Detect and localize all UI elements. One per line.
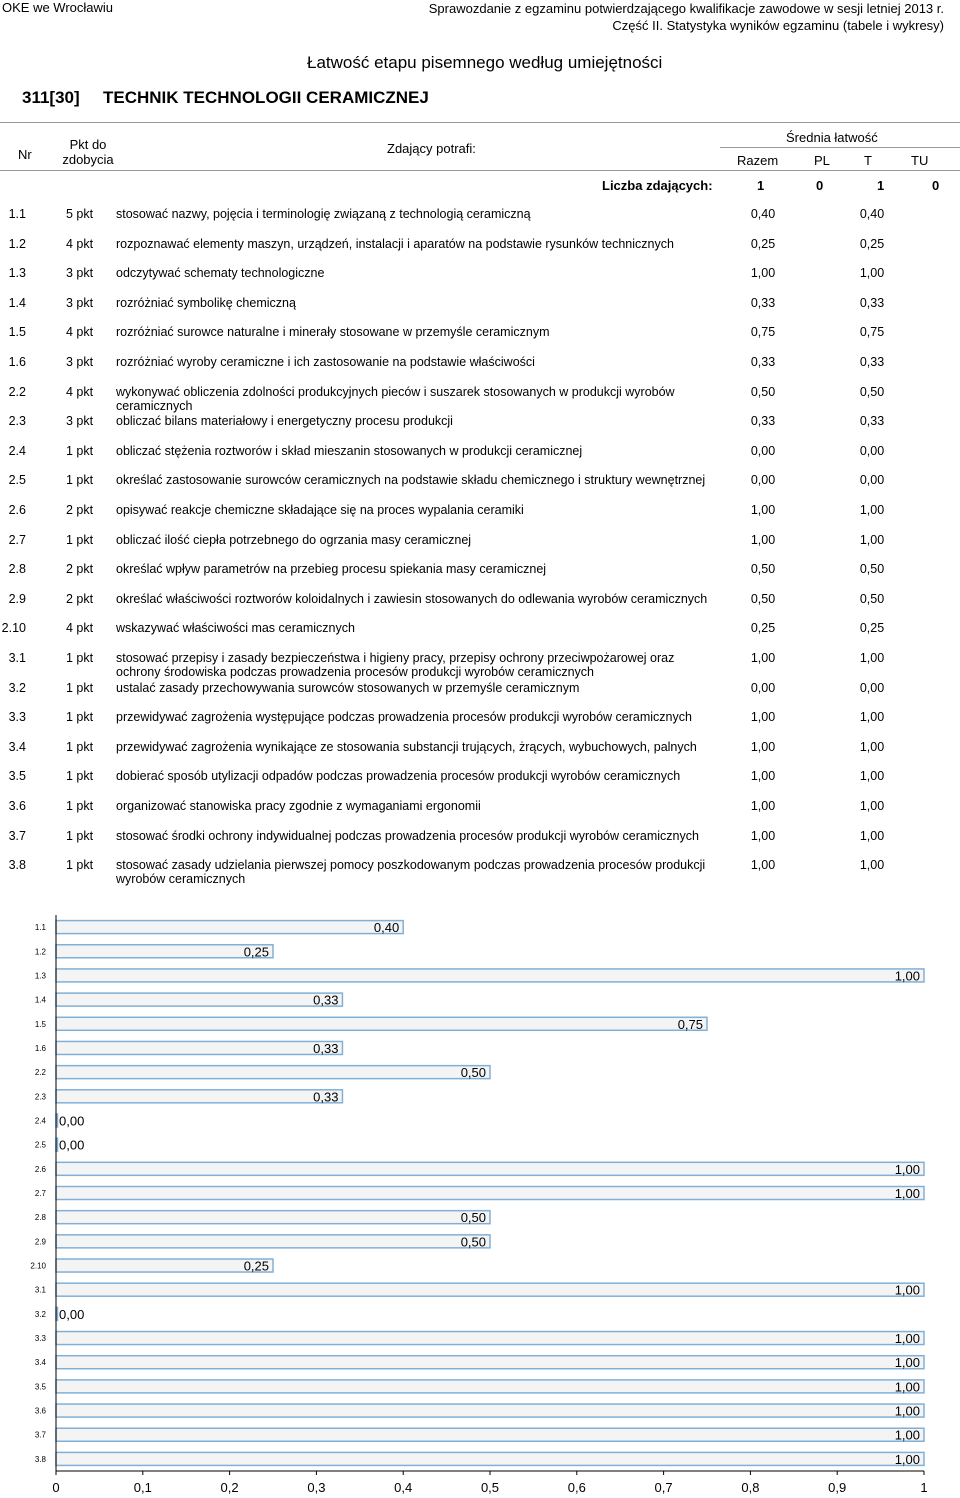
- table-row: [0, 533, 960, 563]
- row-nr: 3.3: [8, 710, 26, 725]
- row-razem: 0,50: [750, 591, 776, 606]
- row-razem: 0,50: [750, 384, 776, 399]
- row-nr: 1.5: [8, 325, 26, 340]
- category-label-1.1: 1.1: [34, 923, 46, 933]
- row-points: 5 pkt: [66, 207, 94, 221]
- row-nr: 2.2: [8, 384, 26, 399]
- bar-2.9: [56, 1235, 490, 1248]
- category-label-3.6: 3.6: [34, 1406, 46, 1416]
- data-label-2.3: 0,33: [313, 1089, 339, 1105]
- row-description: obliczać ilość ciepła potrzebnego do ogrzania masy ceramicznej: [116, 532, 472, 547]
- row-points: 1 pkt: [66, 769, 94, 784]
- row-description: wykonywać obliczenia zdolności produkcyjnych pieców i suszarek stosowanych w produkcji wyrobów ceramicznych: [116, 384, 675, 413]
- row-t: 0,25: [859, 621, 885, 636]
- row-nr: 2.8: [8, 562, 26, 577]
- bar-1.5: [56, 1017, 707, 1030]
- row-nr: 1.1: [8, 207, 26, 221]
- col-pkt-header: [60, 137, 116, 167]
- data-label-3.1: 1,00: [894, 1282, 920, 1298]
- row-points: 1 pkt: [66, 532, 94, 547]
- category-label-3.1: 3.1: [34, 1285, 46, 1295]
- data-label-2.2: 0,50: [460, 1065, 486, 1081]
- row-t: 1,00: [859, 266, 885, 281]
- row-razem: 0,33: [750, 414, 776, 429]
- row-razem: 1,00: [750, 503, 776, 517]
- table-row: [0, 681, 960, 711]
- header-institution: OKE we Wrocławiu: [2, 0, 114, 15]
- x-tick-label: 1: [920, 1480, 928, 1495]
- row-description: obliczać stężenia roztworów i skład mieszanin stosowanych w produkcji ceramicznej: [116, 443, 583, 458]
- x-tick-label: 0,7: [654, 1480, 673, 1495]
- bar-1.2: [56, 945, 273, 958]
- table-row: [0, 769, 960, 799]
- x-tick-label: 0,3: [307, 1480, 326, 1495]
- row-description: wskazywać właściwości mas ceramicznych: [116, 621, 355, 636]
- table-row: [0, 207, 960, 237]
- row-t: 0,75: [859, 325, 885, 340]
- row-points: 2 pkt: [66, 591, 94, 606]
- row-t: 0,33: [859, 414, 885, 429]
- header-report-title: Sprawozdanie z egzaminu potwierdzającego kwalifikacje zawodowe w sesji letniej 2013 r.: [428, 1, 944, 16]
- bar-2.7: [56, 1187, 924, 1200]
- bar-1.1: [56, 921, 403, 934]
- row-nr: 2.9: [8, 591, 26, 606]
- col-tu-header: TU: [911, 153, 929, 168]
- row-razem: 0,00: [750, 443, 776, 458]
- row-nr: 3.2: [8, 680, 26, 695]
- row-points: 4 pkt: [66, 384, 94, 399]
- row-t: 0,25: [859, 236, 885, 251]
- data-label-2.6: 1,00: [894, 1161, 920, 1177]
- data-label-3.6: 1,00: [894, 1403, 920, 1419]
- bar-1.3: [56, 969, 924, 982]
- data-label-1.6: 0,33: [313, 1040, 339, 1056]
- row-t: 0,33: [859, 355, 885, 369]
- table-row: [0, 296, 960, 326]
- data-label-3.8: 1,00: [894, 1451, 920, 1467]
- data-label-1.4: 0,33: [313, 992, 339, 1008]
- row-points: 3 pkt: [66, 355, 94, 369]
- qualification-code: 311[30]: [22, 88, 80, 107]
- row-nr: 3.4: [8, 739, 26, 754]
- bar-2.10: [56, 1259, 273, 1272]
- row-points: 2 pkt: [66, 503, 94, 517]
- data-label-3.4: 1,00: [894, 1355, 920, 1371]
- category-label-3.2: 3.2: [34, 1309, 46, 1319]
- bar-3.1: [56, 1283, 924, 1296]
- row-razem: 0,25: [750, 236, 776, 251]
- table-row: [0, 444, 960, 474]
- category-label-1.6: 1.6: [34, 1043, 46, 1053]
- category-label-2.4: 2.4: [34, 1116, 46, 1126]
- row-t: 1,00: [859, 651, 885, 665]
- row-t: 0,00: [859, 473, 885, 488]
- row-description: rozróżniać symbolikę chemiczną: [116, 295, 296, 310]
- easiness-bar-chart: [0, 910, 960, 1498]
- row-razem: 0,50: [750, 562, 776, 577]
- row-description: przewidywać zagrożenia występujące podczas prowadzenia procesów produkcji wyrobów ceramicznych: [116, 710, 692, 725]
- row-description: opisywać reakcje chemiczne składające się na proces wypalania ceramiki: [116, 503, 524, 517]
- header-rule-top: [0, 122, 960, 123]
- data-label-2.10: 0,25: [243, 1258, 269, 1274]
- table-row: [0, 592, 960, 622]
- data-label-3.2: 0,00: [59, 1306, 85, 1322]
- bar-3.6: [56, 1404, 924, 1417]
- row-description: określać właściwości roztworów koloidalnych i zawiesin stosowanych do odlewania wyrobów ceramicznych: [116, 591, 708, 606]
- header-rule-srednia: [720, 147, 960, 148]
- row-razem: 1,00: [750, 710, 776, 725]
- row-razem: 1,00: [750, 532, 776, 547]
- row-razem: 0,75: [750, 325, 776, 340]
- row-description: organizować stanowiska pracy zgodnie z wymaganiami ergonomii: [116, 799, 481, 813]
- header-report-info: [429, 0, 944, 34]
- col-srednia-header: Średnia łatwość: [786, 130, 878, 145]
- row-points: 1 pkt: [66, 473, 94, 488]
- category-label-3.3: 3.3: [34, 1334, 46, 1344]
- col-pl-header: PL: [814, 153, 830, 168]
- row-t: 0,50: [859, 562, 885, 577]
- row-nr: 3.7: [8, 828, 26, 843]
- row-points: 1 pkt: [66, 651, 94, 665]
- row-points: 3 pkt: [66, 414, 94, 429]
- row-nr: 2.6: [8, 503, 26, 517]
- row-nr: 1.4: [8, 295, 26, 310]
- table-row: [0, 414, 960, 444]
- row-nr: 2.7: [8, 532, 26, 547]
- col-nr-header: Nr: [18, 147, 32, 162]
- data-label-2.9: 0,50: [460, 1234, 486, 1250]
- table-row: [0, 799, 960, 829]
- row-t: 0,00: [859, 443, 885, 458]
- row-description: stosować środki ochrony indywidualnej podczas prowadzenia procesów produkcji wyrobów ceramicznych: [116, 828, 699, 843]
- bar-2.8: [56, 1211, 490, 1224]
- row-t: 0,50: [859, 591, 885, 606]
- row-description: odczytywać schematy technologiczne: [116, 266, 325, 281]
- row-points: 1 pkt: [66, 443, 94, 458]
- row-t: 0,40: [859, 207, 885, 221]
- category-label-2.3: 2.3: [34, 1092, 46, 1102]
- row-razem: 1,00: [750, 799, 776, 813]
- row-t: 0,00: [859, 680, 885, 695]
- x-tick-label: 0,6: [567, 1480, 586, 1495]
- category-label-2.8: 2.8: [34, 1213, 46, 1223]
- row-points: 4 pkt: [66, 236, 94, 251]
- category-label-2.9: 2.9: [34, 1237, 46, 1247]
- liczba-razem: 1: [757, 178, 765, 193]
- row-description: stosować zasady udzielania pierwszej pomocy poszkodowanym podczas prowadzenia procesów produkcji wyrobów ceramicznych: [116, 858, 706, 887]
- col-pkt-header-line1: Pkt do: [69, 137, 107, 152]
- x-tick-label: 0,5: [480, 1480, 500, 1495]
- row-points: 4 pkt: [66, 621, 94, 636]
- bar-3.7: [56, 1428, 924, 1441]
- table-row: [0, 237, 960, 267]
- category-label-3.4: 3.4: [34, 1358, 46, 1368]
- category-label-3.7: 3.7: [34, 1430, 46, 1440]
- row-nr: 3.5: [8, 769, 26, 784]
- row-description: rozróżniać wyroby ceramiczne i ich zastosowanie na podstawie właściwości: [116, 355, 535, 369]
- row-points: 1 pkt: [66, 739, 94, 754]
- row-description: rozróżniać surowce naturalne i minerały stosowane w przemyśle ceramicznym: [116, 325, 550, 340]
- qualification-name: TECHNIK TECHNOLOGII CERAMICZNEJ: [103, 88, 429, 107]
- col-pkt-header-line2: zdobycia: [62, 152, 114, 167]
- category-label-2.2: 2.2: [34, 1068, 46, 1078]
- row-t: 1,00: [859, 858, 885, 873]
- category-label-1.2: 1.2: [34, 947, 46, 957]
- data-label-1.2: 0,25: [243, 944, 269, 960]
- col-razem-header: Razem: [737, 153, 779, 168]
- bar-3.8: [56, 1452, 924, 1465]
- table-row: [0, 473, 960, 503]
- row-points: 3 pkt: [66, 295, 94, 310]
- row-points: 1 pkt: [66, 858, 94, 873]
- bar-3.3: [56, 1332, 924, 1345]
- row-description: rozpoznawać elementy maszyn, urządzeń, instalacji i aparatów na podstawie rysunków technicznych: [116, 236, 674, 251]
- bar-2.2: [56, 1066, 490, 1079]
- row-nr: 2.5: [8, 473, 26, 488]
- row-nr: 1.2: [8, 236, 26, 251]
- table-row: [0, 503, 960, 533]
- bar-2.6: [56, 1162, 924, 1175]
- row-points: 1 pkt: [66, 680, 94, 695]
- row-points: 1 pkt: [66, 828, 94, 843]
- row-description: określać zastosowanie surowców ceramicznych na podstawie składu chemicznego i struktury wewnętrznej: [116, 473, 706, 488]
- table-row: [0, 325, 960, 355]
- row-t: 0,33: [859, 295, 885, 310]
- row-razem: 0,00: [750, 680, 776, 695]
- data-label-1.5: 0,75: [677, 1016, 703, 1032]
- row-description: przewidywać zagrożenia wynikające ze stosowania substancji trujących, żrących, wybuchowych, palnych: [116, 739, 697, 754]
- row-nr: 1.6: [8, 355, 26, 369]
- data-label-2.7: 1,00: [894, 1186, 920, 1201]
- data-label-3.3: 1,00: [894, 1331, 920, 1347]
- row-nr: 2.10: [1, 621, 26, 636]
- category-label-2.10: 2.10: [30, 1261, 46, 1271]
- table-row: [0, 740, 960, 770]
- page-title: Łatwość etapu pisemnego według umiejętności: [307, 53, 663, 72]
- x-tick-label: 0: [52, 1480, 60, 1495]
- row-razem: 1,00: [750, 858, 776, 873]
- row-t: 1,00: [859, 710, 885, 725]
- data-label-1.1: 0,40: [373, 920, 400, 936]
- row-t: 1,00: [859, 532, 885, 547]
- data-label-2.5: 0,00: [59, 1137, 85, 1153]
- data-label-2.4: 0,00: [59, 1113, 85, 1129]
- row-nr: 3.6: [8, 799, 26, 813]
- row-razem: 1,00: [750, 739, 776, 754]
- header-rule-bottom: [0, 170, 960, 171]
- row-points: 3 pkt: [66, 266, 94, 281]
- row-description: określać wpływ parametrów na przebieg procesu spiekania masy ceramicznej: [116, 562, 547, 577]
- header-report-part: Część II. Statystyka wyników egzaminu (tabele i wykresy): [612, 18, 944, 33]
- x-tick-label: 0,4: [394, 1480, 413, 1495]
- data-label-3.7: 1,00: [894, 1427, 920, 1443]
- category-label-3.5: 3.5: [34, 1382, 46, 1392]
- row-points: 4 pkt: [66, 325, 94, 340]
- row-points: 1 pkt: [66, 710, 94, 725]
- category-label-2.7: 2.7: [34, 1189, 46, 1198]
- data-label-2.8: 0,50: [460, 1210, 486, 1226]
- row-razem: 0,25: [750, 621, 776, 636]
- row-nr: 2.4: [8, 443, 26, 458]
- row-points: 2 pkt: [66, 562, 94, 577]
- table-row: [0, 266, 960, 296]
- row-razem: 1,00: [750, 828, 776, 843]
- bar-1.6: [56, 1041, 342, 1054]
- col-zdajacy-header: Zdający potrafi:: [387, 141, 476, 156]
- category-label-2.5: 2.5: [34, 1140, 46, 1150]
- row-t: 0,50: [859, 384, 885, 399]
- table-row: [0, 385, 960, 415]
- row-razem: 1,00: [750, 769, 776, 784]
- row-description: stosować przepisy i zasady bezpieczeństwa i higieny pracy, przepisy ochrony przeciwpożarowej oraz ochrony środowiska podczas prowadzenia procesów produkcji wyrobów ceramicznych: [116, 651, 675, 679]
- bar-3.4: [56, 1356, 924, 1369]
- table-row: [0, 562, 960, 592]
- liczba-tu: 0: [932, 178, 940, 193]
- data-label-1.3: 1,00: [894, 968, 920, 984]
- row-nr: 2.3: [8, 414, 26, 429]
- row-nr: 1.3: [8, 266, 26, 281]
- category-label-1.4: 1.4: [34, 995, 46, 1005]
- x-tick-label: 0,2: [220, 1480, 239, 1495]
- category-label-1.5: 1.5: [34, 1019, 46, 1029]
- data-label-3.5: 1,00: [894, 1379, 920, 1395]
- row-description: dobierać sposób utylizacji odpadów podczas prowadzenia procesów produkcji wyrobów ceramicznych: [116, 769, 681, 784]
- table-row: [0, 858, 960, 888]
- row-razem: 0,33: [750, 295, 776, 310]
- row-nr: 3.8: [8, 858, 26, 873]
- row-razem: 0,33: [750, 355, 776, 369]
- table-row: [0, 621, 960, 651]
- table-row: [0, 355, 960, 385]
- row-description: stosować nazwy, pojęcia i terminologię związaną z technologią ceramiczną: [116, 207, 531, 221]
- row-t: 1,00: [859, 769, 885, 784]
- table-row: [0, 829, 960, 859]
- row-t: 1,00: [859, 799, 885, 813]
- row-razem: 1,00: [750, 651, 776, 665]
- row-points: 1 pkt: [66, 799, 94, 813]
- x-tick-label: 0,1: [133, 1480, 152, 1495]
- bar-1.4: [56, 993, 342, 1006]
- category-label-3.8: 3.8: [34, 1454, 46, 1464]
- table-row: [0, 651, 960, 681]
- category-label-2.6: 2.6: [34, 1164, 46, 1174]
- row-razem: 0,00: [750, 473, 776, 488]
- liczba-pl: 0: [816, 178, 824, 193]
- liczba-zdajacych-label: Liczba zdających:: [602, 178, 713, 193]
- bar-3.5: [56, 1380, 924, 1393]
- col-t-header: T: [864, 153, 872, 168]
- row-description: obliczać bilans materiałowy i energetyczny procesu produkcji: [116, 414, 453, 429]
- row-t: 1,00: [859, 503, 885, 517]
- row-razem: 0,40: [750, 207, 776, 221]
- bar-2.3: [56, 1090, 342, 1103]
- row-description: ustalać zasady przechowywania surowców stosowanych w przemyśle ceramicznym: [116, 680, 580, 695]
- table-row: [0, 710, 960, 740]
- row-t: 1,00: [859, 739, 885, 754]
- liczba-t: 1: [877, 178, 885, 193]
- x-tick-label: 0,8: [741, 1480, 760, 1495]
- row-t: 1,00: [859, 828, 885, 843]
- row-nr: 3.1: [8, 651, 26, 665]
- row-razem: 1,00: [750, 266, 776, 281]
- category-label-1.3: 1.3: [34, 971, 46, 981]
- x-tick-label: 0,9: [828, 1480, 847, 1495]
